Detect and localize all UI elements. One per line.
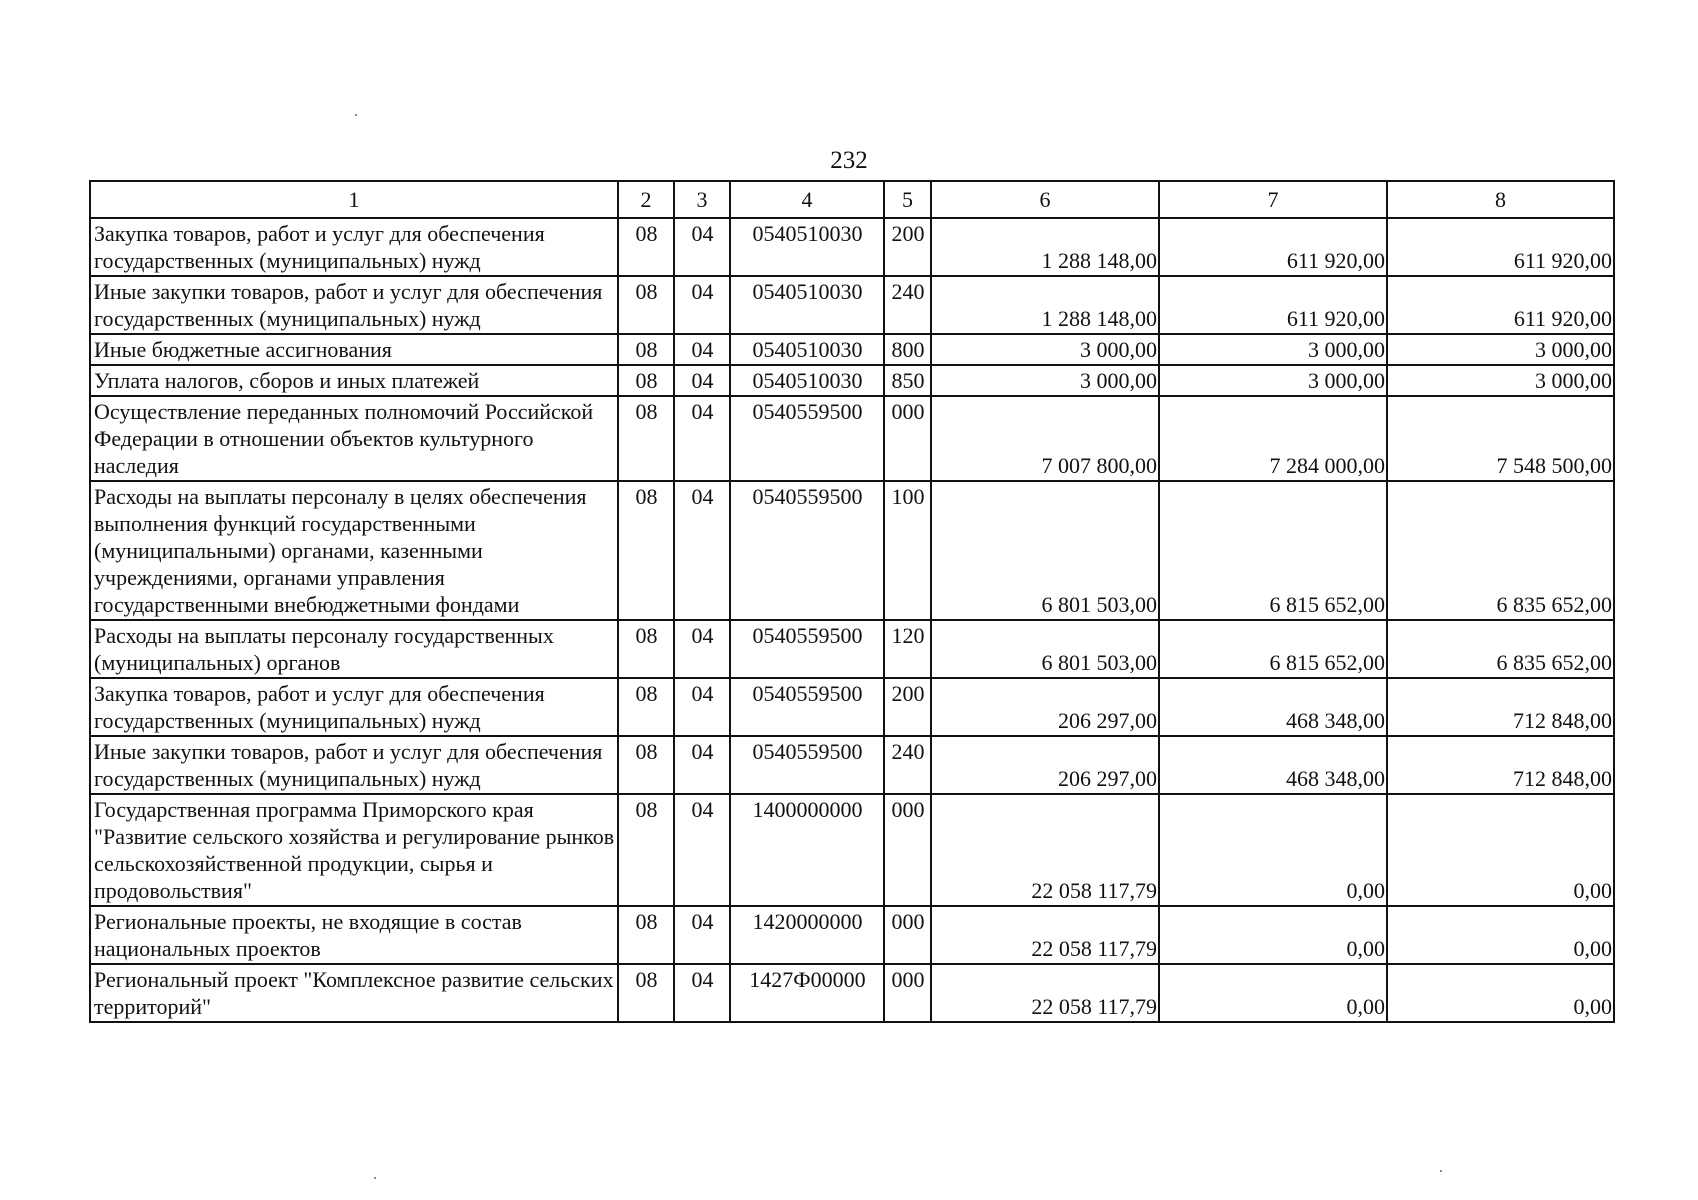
row-description: Закупка товаров, работ и услуг для обеспечения государственных (муниципальных) нужд <box>90 678 618 736</box>
expense-type-code: 000 <box>884 396 931 481</box>
row-description: Государственная программа Приморского края "Развитие сельского хозяйства и регулирование рынков сельскохозяйственной продукции, сырья и продовольствия" <box>90 794 618 906</box>
target-article-code: 0540510030 <box>730 218 884 276</box>
subsection-code: 04 <box>674 678 730 736</box>
amount-col7: 3 000,00 <box>1159 334 1387 365</box>
table-row <box>90 365 1614 396</box>
subsection-code: 04 <box>674 906 730 964</box>
target-article-code: 0540510030 <box>730 365 884 396</box>
expense-type-code: 000 <box>884 906 931 964</box>
amount-col6: 22 058 117,79 <box>931 794 1159 906</box>
expense-type-code: 850 <box>884 365 931 396</box>
subsection-code: 04 <box>674 276 730 334</box>
header-cell: 8 <box>1387 181 1614 218</box>
amount-col6: 206 297,00 <box>931 678 1159 736</box>
table-row <box>90 396 1614 481</box>
table-row <box>90 334 1614 365</box>
subsection-code: 04 <box>674 365 730 396</box>
table-row <box>90 906 1614 964</box>
table-row <box>90 218 1614 276</box>
expense-type-code: 800 <box>884 334 931 365</box>
table-row <box>90 736 1614 794</box>
row-description: Осуществление переданных полномочий Российской Федерации в отношении объектов культурного наследия <box>90 396 618 481</box>
header-cell: 4 <box>730 181 884 218</box>
row-description: Расходы на выплаты персоналу государственных (муниципальных) органов <box>90 620 618 678</box>
amount-col6: 6 801 503,00 <box>931 481 1159 620</box>
amount-col7: 611 920,00 <box>1159 218 1387 276</box>
amount-col7: 6 815 652,00 <box>1159 620 1387 678</box>
amount-col7: 611 920,00 <box>1159 276 1387 334</box>
amount-col7: 6 815 652,00 <box>1159 481 1387 620</box>
amount-col8: 6 835 652,00 <box>1387 481 1614 620</box>
amount-col6: 22 058 117,79 <box>931 964 1159 1022</box>
header-row <box>90 181 1614 218</box>
subsection-code: 04 <box>674 481 730 620</box>
amount-col8: 0,00 <box>1387 964 1614 1022</box>
subsection-code: 04 <box>674 794 730 906</box>
expense-type-code: 100 <box>884 481 931 620</box>
amount-col8: 0,00 <box>1387 906 1614 964</box>
amount-col8: 7 548 500,00 <box>1387 396 1614 481</box>
target-article-code: 1427Ф00000 <box>730 964 884 1022</box>
amount-col7: 0,00 <box>1159 794 1387 906</box>
target-article-code: 0540559500 <box>730 678 884 736</box>
subsection-code: 04 <box>674 964 730 1022</box>
scan-speck <box>355 114 357 116</box>
row-description: Иные бюджетные ассигнования <box>90 334 618 365</box>
row-description: Иные закупки товаров, работ и услуг для обеспечения государственных (муниципальных) нужд <box>90 276 618 334</box>
amount-col6: 6 801 503,00 <box>931 620 1159 678</box>
table-row <box>90 481 1614 620</box>
expense-type-code: 000 <box>884 964 931 1022</box>
amount-col7: 0,00 <box>1159 964 1387 1022</box>
target-article-code: 0540559500 <box>730 481 884 620</box>
section-code: 08 <box>618 794 674 906</box>
header-cell: 6 <box>931 181 1159 218</box>
row-description: Расходы на выплаты персоналу в целях обеспечения выполнения функций государственными (муниципальными) органами, казенными учреждениями, органами управления государственными внебюджетными фондами <box>90 481 618 620</box>
section-code: 08 <box>618 678 674 736</box>
table-row <box>90 678 1614 736</box>
amount-col8: 611 920,00 <box>1387 218 1614 276</box>
section-code: 08 <box>618 276 674 334</box>
row-description: Региональный проект "Комплексное развитие сельских территорий" <box>90 964 618 1022</box>
amount-col6: 206 297,00 <box>931 736 1159 794</box>
target-article-code: 0540510030 <box>730 334 884 365</box>
target-article-code: 0540559500 <box>730 620 884 678</box>
header-cell: 2 <box>618 181 674 218</box>
amount-col7: 468 348,00 <box>1159 736 1387 794</box>
amount-col8: 3 000,00 <box>1387 365 1614 396</box>
amount-col7: 3 000,00 <box>1159 365 1387 396</box>
expense-type-code: 240 <box>884 276 931 334</box>
table-row <box>90 276 1614 334</box>
amount-col6: 1 288 148,00 <box>931 276 1159 334</box>
subsection-code: 04 <box>674 218 730 276</box>
section-code: 08 <box>618 365 674 396</box>
header-cell: 3 <box>674 181 730 218</box>
table-row <box>90 620 1614 678</box>
amount-col6: 7 007 800,00 <box>931 396 1159 481</box>
target-article-code: 0540559500 <box>730 396 884 481</box>
amount-col8: 712 848,00 <box>1387 736 1614 794</box>
amount-col6: 3 000,00 <box>931 365 1159 396</box>
subsection-code: 04 <box>674 736 730 794</box>
section-code: 08 <box>618 620 674 678</box>
scan-speck <box>374 1177 376 1179</box>
row-description: Иные закупки товаров, работ и услуг для обеспечения государственных (муниципальных) нужд <box>90 736 618 794</box>
amount-col8: 611 920,00 <box>1387 276 1614 334</box>
header-cell: 5 <box>884 181 931 218</box>
subsection-code: 04 <box>674 396 730 481</box>
header-cell: 1 <box>90 181 618 218</box>
scan-speck <box>1440 1170 1442 1172</box>
expense-type-code: 200 <box>884 218 931 276</box>
table-row <box>90 964 1614 1022</box>
section-code: 08 <box>618 218 674 276</box>
target-article-code: 0540559500 <box>730 736 884 794</box>
header-cell: 7 <box>1159 181 1387 218</box>
budget-table <box>89 180 1615 1023</box>
subsection-code: 04 <box>674 620 730 678</box>
row-description: Закупка товаров, работ и услуг для обеспечения государственных (муниципальных) нужд <box>90 218 618 276</box>
amount-col7: 7 284 000,00 <box>1159 396 1387 481</box>
expense-type-code: 240 <box>884 736 931 794</box>
section-code: 08 <box>618 906 674 964</box>
section-code: 08 <box>618 396 674 481</box>
amount-col6: 1 288 148,00 <box>931 218 1159 276</box>
amount-col8: 712 848,00 <box>1387 678 1614 736</box>
section-code: 08 <box>618 334 674 365</box>
page-number: 232 <box>830 147 868 174</box>
row-description: Уплата налогов, сборов и иных платежей <box>90 365 618 396</box>
expense-type-code: 200 <box>884 678 931 736</box>
section-code: 08 <box>618 964 674 1022</box>
expense-type-code: 000 <box>884 794 931 906</box>
subsection-code: 04 <box>674 334 730 365</box>
target-article-code: 1420000000 <box>730 906 884 964</box>
target-article-code: 1400000000 <box>730 794 884 906</box>
amount-col8: 0,00 <box>1387 794 1614 906</box>
amount-col8: 3 000,00 <box>1387 334 1614 365</box>
amount-col6: 3 000,00 <box>931 334 1159 365</box>
section-code: 08 <box>618 481 674 620</box>
amount-col6: 22 058 117,79 <box>931 906 1159 964</box>
expense-type-code: 120 <box>884 620 931 678</box>
amount-col7: 468 348,00 <box>1159 678 1387 736</box>
table-row <box>90 794 1614 906</box>
row-description: Региональные проекты, не входящие в состав национальных проектов <box>90 906 618 964</box>
amount-col8: 6 835 652,00 <box>1387 620 1614 678</box>
section-code: 08 <box>618 736 674 794</box>
amount-col7: 0,00 <box>1159 906 1387 964</box>
target-article-code: 0540510030 <box>730 276 884 334</box>
